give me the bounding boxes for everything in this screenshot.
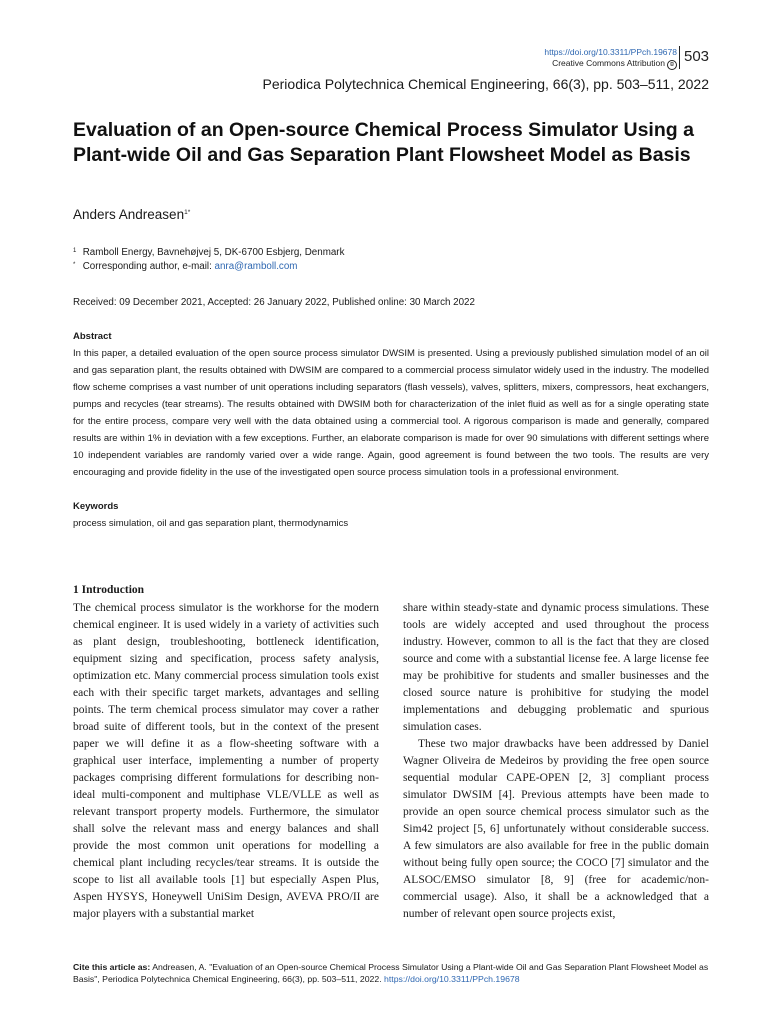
body-column-right — [403, 600, 709, 923]
header-divider — [679, 46, 680, 69]
citation-label: Cite this article as: — [73, 962, 151, 972]
citation-doi-link[interactable]: https://doi.org/10.3311/PPch.19678 — [384, 974, 520, 984]
license-text: Creative Commons Attribution 🅯 — [544, 58, 677, 70]
publication-dates: Received: 09 December 2021, Accepted: 26 January 2022, Published online: 30 March 2022 — [73, 297, 475, 308]
article-title: Evaluation of an Open-source Chemical Process Simulator Using a Plant-wide Oil and Gas Separation Plant Flowsheet Model as Basis — [73, 119, 694, 166]
keywords-text: process simulation, oil and gas separation plant, thermodynamics — [73, 518, 349, 529]
author-name: Anders Andreasen — [73, 207, 185, 222]
doi-link[interactable]: https://doi.org/10.3311/PPch.19678 — [544, 47, 677, 57]
paragraph: These two major drawbacks have been addressed by Daniel Wagner Oliveira de Medeiros by providing the free open source sequential modular CAPE-OPEN [2, 3] compliant process simulator DWSIM [4]. Previous attempts have been made to provide an open source chemical process simulator such as the Sim42 project [5, 6] unfortunately without considerable success. A few simulators are also available for free in the public domain without being fully open source; the COCO [7] simulator and the ALSOC/EMSO simulator [8, 9] (free for academic/non-commercial usage). Also, it shall be a acknowledged that a number of relevant open source projects exist, — [403, 738, 709, 920]
keywords-heading: Keywords — [73, 501, 119, 512]
citation-text: Andreasen, A. "Evaluation of an Open-source Chemical Process Simulator Using a Plant-wide Oil and Gas Separation Plant Flowsheet Model as Basis", Periodica Polytechnica Chemical Engineering, 66(3), pp. 503–511, 2022. — [73, 962, 709, 984]
page-number: 503 — [684, 48, 710, 65]
author — [73, 207, 190, 222]
affiliation-1: 1 Ramboll Energy, Bavnehøjvej 5, DK-6700 Esbjerg, Denmark — [73, 247, 345, 258]
paragraph: share within steady-state and dynamic process simulations. These tools are widely accepted and used throughout the process industry. However, common to all is the fact that they are closed source and come with a substantial license fee. A large license fee may be prohibitive for students and smaller businesses and the closed source nature is prohibitive for studying the model implementations and debugging problematic and spurious simulation cases. — [403, 602, 709, 733]
abstract-text: In this paper, a detailed evaluation of the open source process simulator DWSIM is presented. Using a previously published simulation model of an oil and gas separation plant, the results obtained with DWSIM are compared to a commercial process simulator widely used in the industry. The modelled flow scheme comprises a vast number of unit operations including separators (flash vessels), valves, splitters, mixers, compressors, heat exchangers, pumps and recycles (tear streams). The results obtained with DWSIM both for characterization of the inlet fluid as well as for a single operating state for the entire process, compare very well with the data obtained using a commercial tool. A rigorous comparison is made and generally, compared results are within 1% in deviation with a few exceptions. Further, an elaborate comparison is made for over 90 simulations with different settings where 10 independent variables are randomly varied over a wide range. Again, good agreement is found between the two tools. The results are very encouraging and provide fidelity in the use of the investigated open source process simulation tools in a professional environment. — [73, 348, 709, 478]
section-heading: 1 Introduction — [73, 584, 145, 596]
affiliation-corresponding: * Corresponding author, e-mail: anra@ramboll.com — [73, 261, 298, 272]
abstract-heading: Abstract — [73, 331, 112, 342]
body-column-left — [73, 600, 379, 923]
author-marks: 1* — [184, 209, 191, 216]
journal-line — [263, 76, 709, 92]
journal-issue: , 66(3), pp. 503–511, 2022 — [545, 76, 709, 92]
journal-name: Periodica Polytechnica Chemical Engineering — [262, 76, 546, 92]
paragraph: The chemical process simulator is the workhorse for the modern chemical engineer. It is used widely in a variety of activities such as plant design, troubleshooting, bottleneck identification, equipment sizing and specification, process safety analysis, optimization etc. Many commercial process simulation tools exist each with their specific target markets, advantages and selling points. The term chemical process simulator may cover a rather broad suite of different tools, but in the context of the present paper we will define it as a flow-sheeting software with a graphical user interface, implementing a number of property packages comprising different formulations for describing non-ideal multi-component and multiphase VLE/VLLE as well as relevant transport property models. Furthermore, the simulator shall solve the relevant mass and energy balances and shall provide the most common unit operations for modelling a chemical plant including recycles/tear streams. It is outside the scope to list all available tools [1] but especially Aspen Plus, Aspen HYSYS, Honeywell UniSim Design, AVEVA PRO/II are major players with a substantial market — [73, 602, 379, 920]
article-meta — [544, 47, 677, 70]
email-link[interactable]: anra@ramboll.com — [214, 261, 298, 272]
cc-by-icon: 🅯 — [667, 60, 677, 70]
citation — [73, 961, 713, 985]
